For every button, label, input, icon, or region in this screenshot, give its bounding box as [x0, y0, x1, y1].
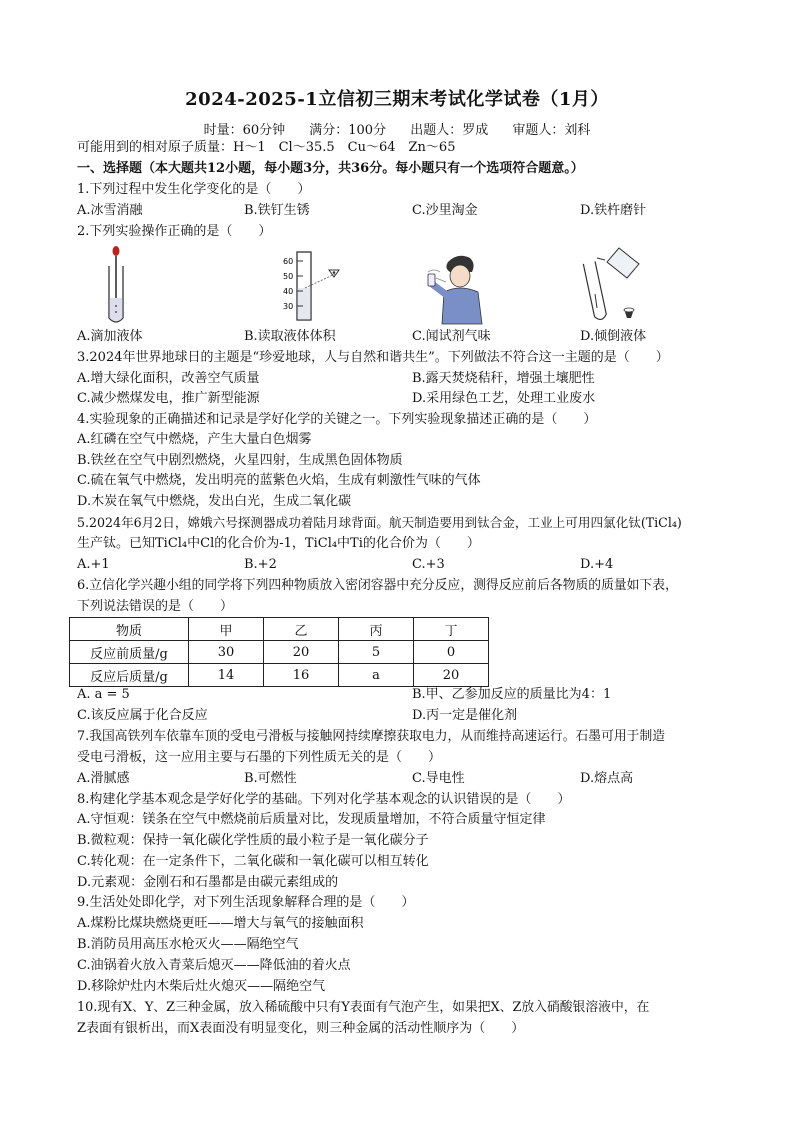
q7-option-d: D.熔点高 — [580, 771, 634, 786]
table-row — [70, 641, 489, 664]
q10-stem-line2: Z表面有银析出，而X表面没有明显变化，则三种金属的活动性顺序为（ ） — [77, 1021, 525, 1036]
q10-stem-line1: 10.现有X、Y、Z三种金属，放入稀硫酸中只有Y表面有气泡产生，如果把X、Z放入硝酸银溶液中，在 — [77, 1000, 650, 1015]
cylinder-tick-50: 50 — [283, 272, 294, 281]
q7-option-b: B.可燃性 — [244, 771, 297, 786]
table-cell: 反应前质量/g — [70, 641, 189, 664]
q7-stem-line2: 受电弓滑板，这一应用主要与石墨的下列性质无关的是（ ） — [77, 750, 442, 765]
table-header-row — [70, 618, 489, 641]
q4-option-d: D.木炭在氧气中燃烧，发出白光，生成二氧化碳 — [77, 494, 352, 509]
mass-table — [69, 617, 489, 687]
q5-stem-line1: 5.2024年6月2日，嫦娥六号探测器成功着陆月球背面。航天制造要用到钛合金，工业上可用四氯化钛(TiCl₄) — [77, 515, 682, 530]
q1-option-a: A.冰雪消融 — [77, 203, 143, 218]
table-cell: 14 — [189, 664, 264, 687]
exam-title: 2024-2025-1立信初三期末考试化学试卷（1月） — [185, 89, 609, 110]
table-header-cell: 甲 — [189, 618, 264, 641]
cylinder-tick-60: 60 — [283, 257, 294, 266]
q3-option-b: B.露天焚烧秸秆，增强土壤肥性 — [412, 371, 595, 386]
q5-option-d: D.+4 — [580, 557, 614, 572]
q1-option-b: B.铁钉生锈 — [244, 203, 310, 218]
q6-stem-line1: 6.立信化学兴趣小组的同学将下列四种物质放入密闭容器中充分反应，测得反应前后各物质的质量如下表， — [77, 578, 678, 593]
q1-stem: 1.下列过程中发生化学变化的是（ ） — [77, 182, 311, 197]
q5-stem-line2: 生产钛。已知TiCl₄中Cl的化合价为-1，TiCl₄中Ti的化合价为（ ） — [77, 536, 480, 551]
q2-option-a: A.滴加液体 — [77, 329, 143, 344]
table-cell: a — [339, 664, 414, 687]
table-cell: 5 — [339, 641, 414, 664]
q8-option-d: D.元素观：金刚石和石墨都是由碳元素组成的 — [77, 875, 339, 890]
pouring-liquid-figure — [575, 246, 645, 324]
section-heading: 一、选择题（本大题共12小题，每小题3分，共36分。每小题只有一个选项符合题意。） — [77, 161, 584, 176]
table-cell: 30 — [189, 641, 264, 664]
q3-option-a: A.增大绿化面积，改善空气质量 — [77, 371, 260, 386]
q9-option-b: B.消防员用高压水枪灭火——隔绝空气 — [77, 937, 299, 952]
q8-stem: 8.构建化学基本观念是学好化学的基础。下列对化学基本观念的认识错误的是（ ） — [77, 792, 571, 807]
table-header-cell: 丁 — [414, 618, 489, 641]
q7-option-c: C.导电性 — [412, 771, 465, 786]
table-cell: 反应后质量/g — [70, 664, 189, 687]
q4-option-a: A.红磷在空气中燃烧，产生大量白色烟雾 — [77, 432, 312, 447]
q6-option-b: B.甲、乙参加反应的质量比为4：1 — [412, 687, 612, 702]
smelling-reagent-figure — [424, 252, 492, 326]
q6-option-c: C.该反应属于化合反应 — [77, 708, 208, 723]
q6-option-d: D.丙一定是催化剂 — [412, 708, 518, 723]
table-row — [70, 664, 489, 687]
q2-option-b: B.读取液体体积 — [244, 329, 336, 344]
table-header-cell: 物质 — [70, 618, 189, 641]
q6-option-a: A. a = 5 — [77, 687, 130, 702]
q4-stem: 4.实验现象的正确描述和记录是学好化学的关键之一。下列实验现象描述正确的是（ ） — [77, 412, 597, 427]
author: 出题人：罗成 — [410, 123, 489, 138]
reviewer: 审题人：刘科 — [512, 123, 591, 138]
table-header-cell: 乙 — [264, 618, 339, 641]
q5-option-b: B.+2 — [244, 557, 277, 572]
q4-option-c: C.硫在氧气中燃烧，发出明亮的蓝紫色火焰，生成有刺激性气味的气体 — [77, 473, 481, 488]
q4-option-b: B.铁丝在空气中剧烈燃烧，火星四射，生成黑色固体物质 — [77, 453, 403, 468]
table-cell: 16 — [264, 664, 339, 687]
q5-option-c: C.+3 — [412, 557, 445, 572]
cylinder-tick-40: 40 — [283, 287, 294, 296]
table-cell: 20 — [264, 641, 339, 664]
q6-stem-line2: 下列说法错误的是（ ） — [77, 599, 234, 614]
atomic-masses: 可能用到的相对原子质量：H～1 Cl～35.5 Cu～64 Zn～65 — [77, 140, 456, 155]
graduated-cylinder-figure — [283, 250, 343, 324]
q2-option-c: C.闻试剂气味 — [412, 329, 491, 344]
q8-option-c: C.转化观：在一定条件下，二氧化碳和一氧化碳可以相互转化 — [77, 854, 429, 869]
cylinder-tick-30: 30 — [283, 302, 294, 311]
q3-option-c: C.减少燃煤发电，推广新型能源 — [77, 391, 260, 406]
q1-option-c: C.沙里淘金 — [412, 203, 478, 218]
q2-stem: 2.下列实验操作正确的是（ ） — [77, 224, 272, 239]
table-header-cell: 丙 — [339, 618, 414, 641]
time-limit: 时量：60分钟 — [203, 123, 286, 138]
table-cell: 0 — [414, 641, 489, 664]
q2-option-d: D.倾倒液体 — [580, 329, 647, 344]
q9-option-a: A.煤粉比煤块燃烧更旺——增大与氧气的接触面积 — [77, 916, 364, 931]
q7-stem-line1: 7.我国高铁列车依靠车顶的受电弓滑板与接触网持续摩擦获取电力，从而维持高速运行。石墨可用于制造 — [77, 729, 666, 744]
q5-option-a: A.+1 — [77, 557, 110, 572]
dropper-in-tube-figure — [96, 244, 136, 326]
full-score: 满分：100分 — [309, 123, 387, 138]
q8-option-a: A.守恒观：镁条在空气中燃烧前后质量对比，发现质量增加，不符合质量守恒定律 — [77, 812, 546, 827]
q3-stem: 3.2024年世界地球日的主题是“珍爱地球，人与自然和谐共生”。下列做法不符合这一主题的是（ ） — [77, 350, 669, 365]
q9-option-c: C.油锅着火放入青菜后熄灭——降低油的着火点 — [77, 958, 351, 973]
q9-stem: 9.生活处处即化学，对下列生活现象解释合理的是（ ） — [77, 895, 415, 910]
q9-option-d: D.移除炉灶内木柴后灶火熄灭——隔绝空气 — [77, 979, 326, 994]
exam-meta — [0, 119, 794, 138]
q1-option-d: D.铁杵磨针 — [580, 203, 647, 218]
q3-option-d: D.采用绿色工艺，处理工业废水 — [412, 391, 596, 406]
table-cell: 20 — [414, 664, 489, 687]
q7-option-a: A.滑腻感 — [77, 771, 130, 786]
q8-option-b: B.微粒观：保持一氧化碳化学性质的最小粒子是一氧化碳分子 — [77, 833, 429, 848]
